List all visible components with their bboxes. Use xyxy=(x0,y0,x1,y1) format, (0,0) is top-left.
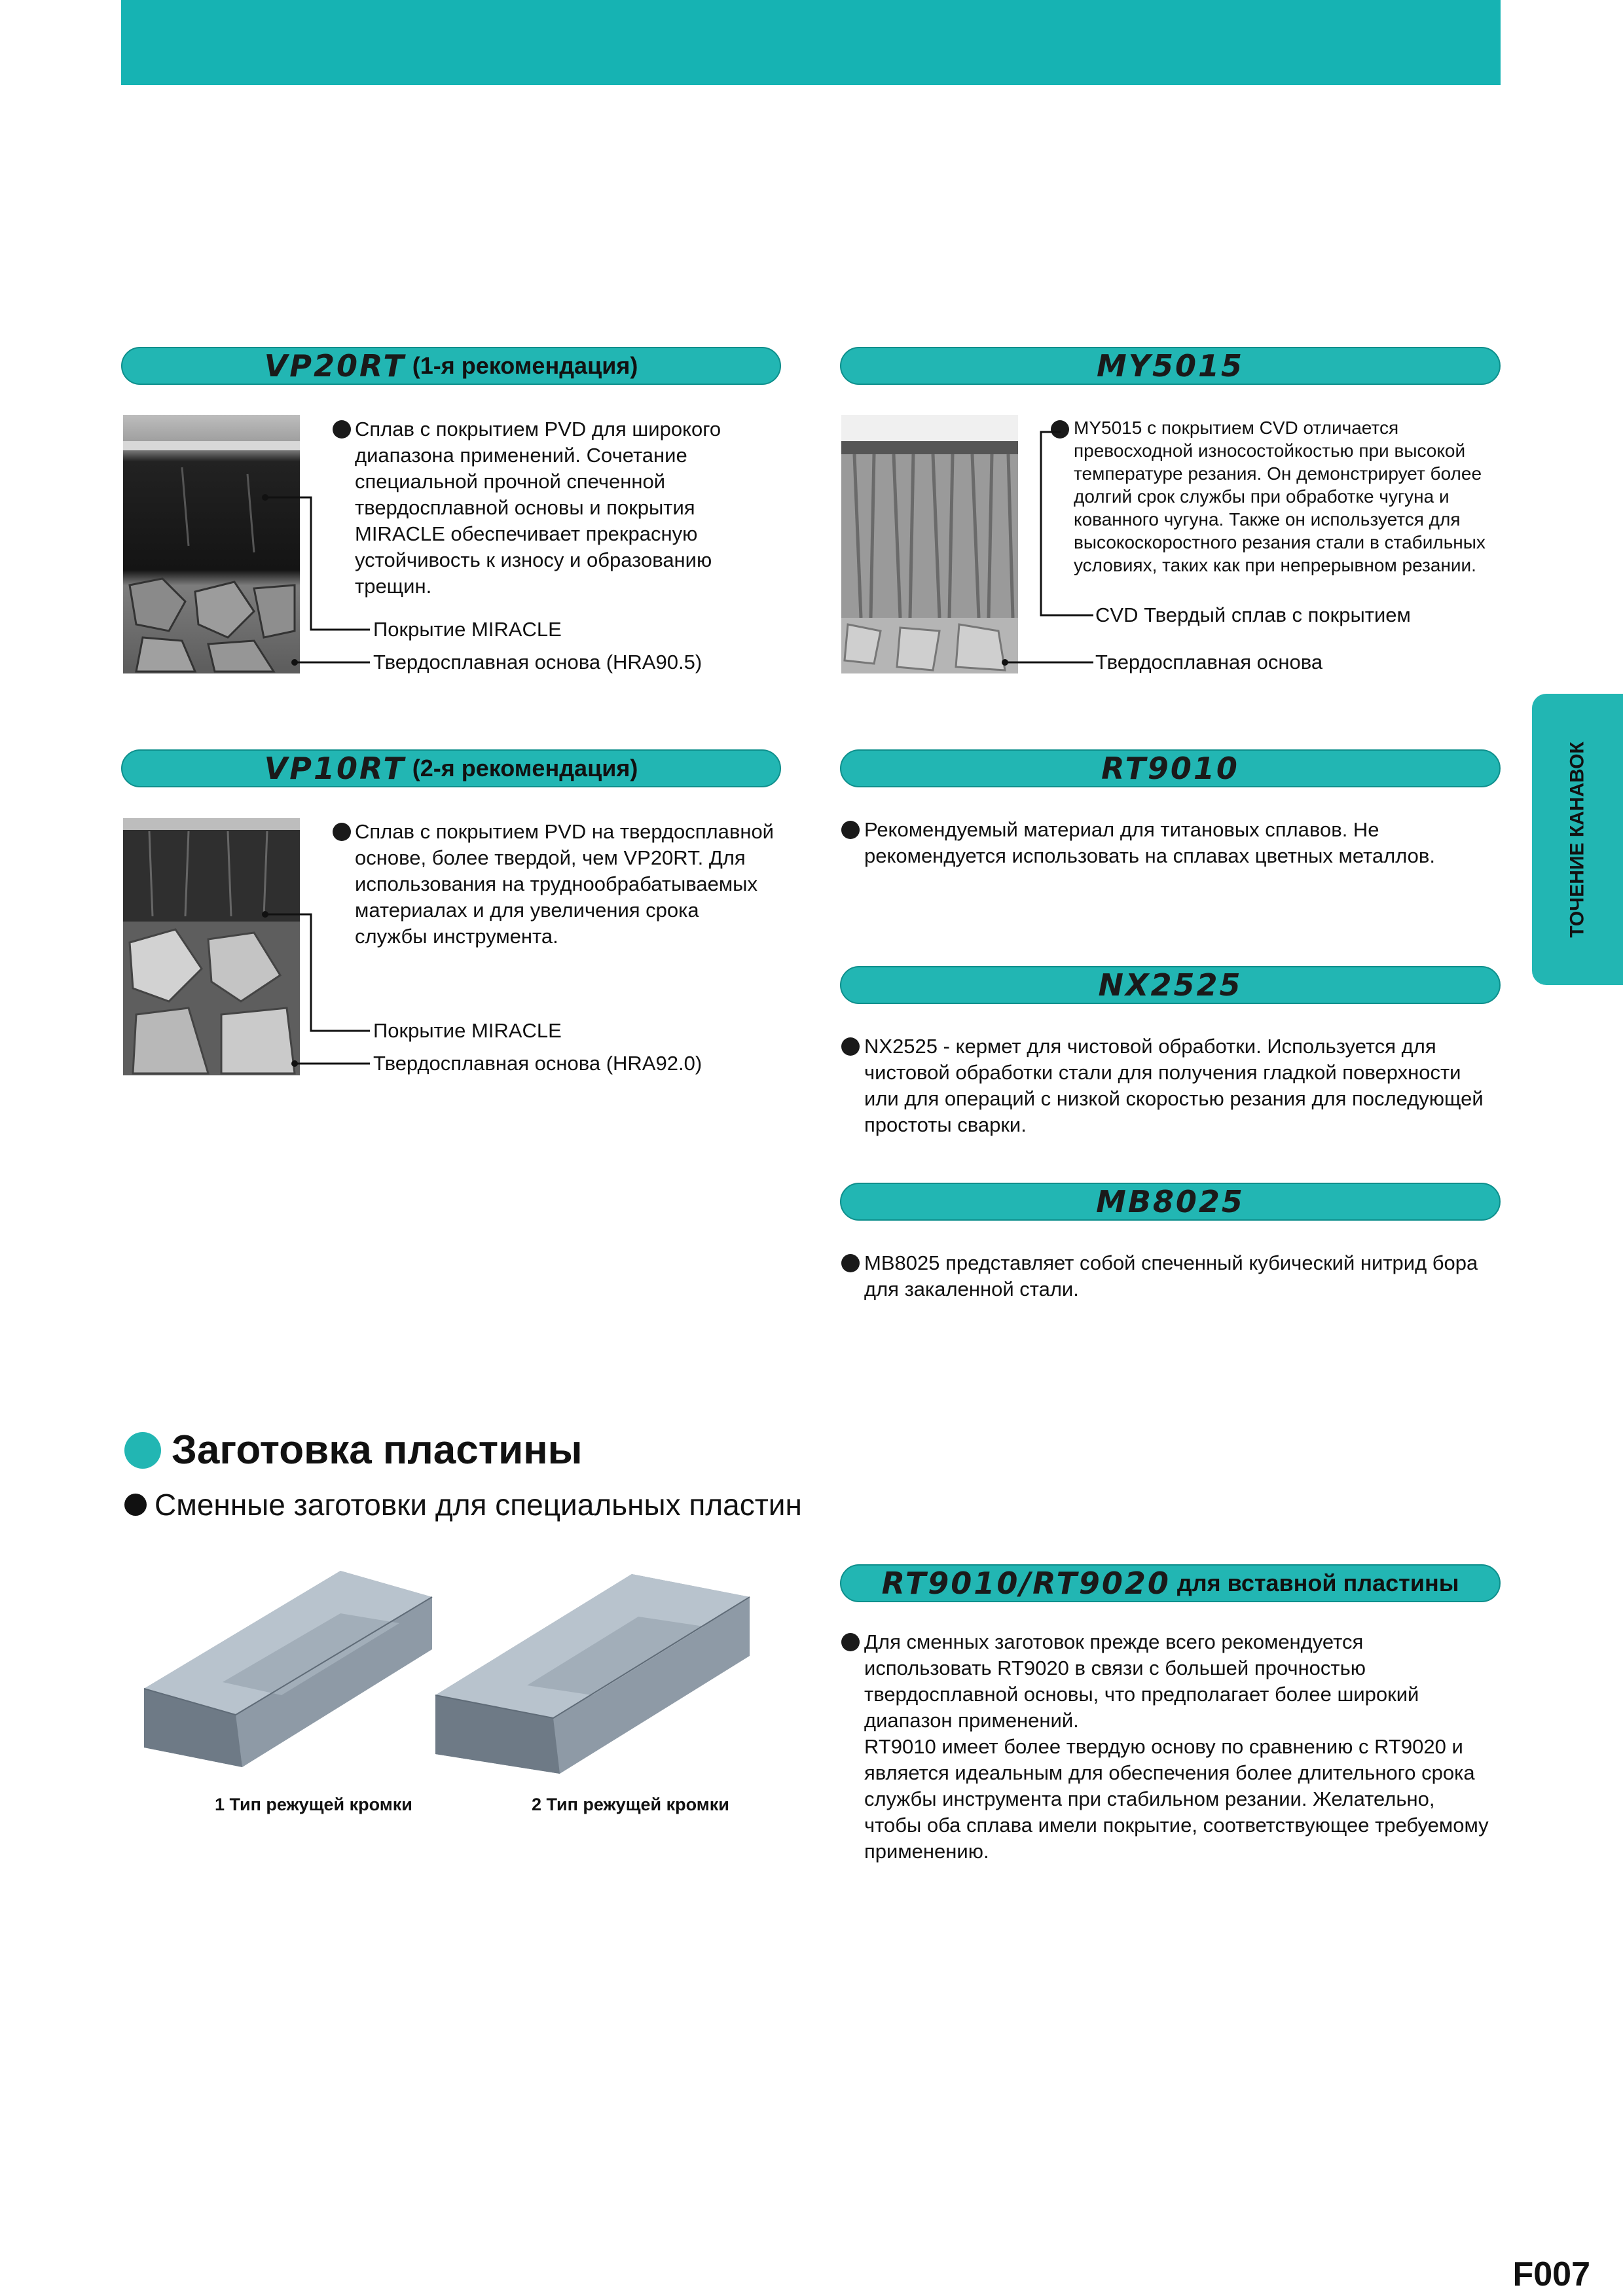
side-tab-label: ТОЧЕНИЕ КАНАВОК xyxy=(1566,741,1588,938)
rt9020-description-1: Для сменных заготовок прежде всего рекомендуется использовать RT9020 в связи с большей прочностью твердосплавной основы, что предполагает более широкий диапазон применений. xyxy=(864,1630,1419,1732)
vp10rt-code: VP10RT xyxy=(264,751,406,786)
rt9020-header xyxy=(840,1564,1501,1602)
vp10rt-header xyxy=(121,749,781,787)
vp20rt-leader-lines xyxy=(259,484,376,674)
bullet-icon xyxy=(841,1254,860,1272)
vp20rt-coating-label: Покрытие MIRACLE xyxy=(373,618,562,641)
nx2525-description: NX2525 - кермет для чистовой обработки. Используется для чистовой обработки стали для получения гладкой поверхности или для операций с низкой скоростью резания для последующей простоты сварки. xyxy=(864,1035,1484,1136)
bullet-icon xyxy=(124,1494,147,1516)
bullet-icon xyxy=(333,420,351,439)
insert-type1-illustration xyxy=(124,1551,452,1800)
section-heading-text: Заготовка пластины xyxy=(172,1427,583,1473)
my5015-leader-lines xyxy=(976,425,1100,674)
side-tab-grooving[interactable] xyxy=(1532,694,1623,985)
bullet-icon xyxy=(841,1037,860,1056)
bullet-icon xyxy=(333,823,351,841)
heading-circle-icon xyxy=(124,1432,161,1469)
mb8025-header xyxy=(840,1183,1501,1221)
section-heading xyxy=(124,1427,583,1473)
vp10rt-coating-label: Покрытие MIRACLE xyxy=(373,1019,562,1042)
rt9010-code: RT9010 xyxy=(1101,751,1239,786)
top-color-band xyxy=(121,0,1501,85)
bullet-icon xyxy=(841,821,860,839)
rt9020-description-2: RT9010 имеет более твердую основу по сравнению с RT9020 и является идеальным для обеспечения более длительного срока службы инструмента при стабильном резании. Желательно, чтобы оба сплава имели покрытие, соответствующее требуемому применению. xyxy=(864,1735,1489,1863)
vp20rt-code: VP20RT xyxy=(264,348,406,384)
rt9020-code: RT9010/RT9020 xyxy=(881,1566,1171,1601)
section-subheading-text: Сменные заготовки для специальных пластин xyxy=(155,1488,802,1522)
vp20rt-suffix: (1-я рекомендация) xyxy=(412,352,638,379)
bullet-icon xyxy=(841,1633,860,1651)
vp10rt-base-label: Твердосплавная основа (HRA92.0) xyxy=(373,1052,702,1075)
page-number: F007 xyxy=(1512,2255,1590,2293)
nx2525-code: NX2525 xyxy=(1098,967,1243,1003)
my5015-base-label: Твердосплавная основа xyxy=(1095,651,1323,673)
vp20rt-base-label: Твердосплавная основа (HRA90.5) xyxy=(373,651,702,673)
section-subheading xyxy=(124,1487,802,1522)
rt9020-suffix: для вставной пластины xyxy=(1176,1570,1459,1596)
rt9010-header xyxy=(840,749,1501,787)
type2-caption: 2 Тип режущей кромки xyxy=(532,1795,729,1814)
rt9010-description: Рекомендуемый материал для титановых сплавов. Не рекомендуется использовать на сплавах цветных металлов. xyxy=(864,818,1435,867)
my5015-header xyxy=(840,347,1501,385)
my5015-description: MY5015 с покрытием CVD отличается превосходной износостойкостью при высокой температуре резания. Он демонстрирует более долгий срок службы при обработке чугуна и кованного чугуна. Также он используется для высокоскоростного резания стали в стабильных условиях, таких как при непрерывном резании. xyxy=(1074,418,1486,575)
vp10rt-description: Сплав с покрытием PVD на твердосплавной основе, более твердой, чем VP20RT. Для использования на труднообрабатываемых материалах и для увеличения срока службы инструмента. xyxy=(355,820,774,948)
nx2525-header xyxy=(840,966,1501,1004)
type1-caption: 1 Тип режущей кромки xyxy=(215,1795,412,1814)
my5015-coating-label: CVD Твердый сплав с покрытием xyxy=(1095,603,1411,626)
mb8025-code: MB8025 xyxy=(1096,1184,1245,1219)
mb8025-description: MB8025 представляет собой спеченный кубический нитрид бора для закаленной стали. xyxy=(864,1251,1478,1300)
my5015-code: MY5015 xyxy=(1096,348,1245,384)
insert-type2-illustration xyxy=(429,1551,769,1800)
vp20rt-header xyxy=(121,347,781,385)
vp10rt-suffix: (2-я рекомендация) xyxy=(412,755,638,781)
vp10rt-leader-lines xyxy=(259,906,376,1070)
vp20rt-description: Сплав с покрытием PVD для широкого диапазона применений. Сочетание специальной прочной спеченной твердосплавной основы и покрытия MIRACLE обеспечивает прекрасную устойчивость к износу и образованию трещин. xyxy=(355,418,721,598)
